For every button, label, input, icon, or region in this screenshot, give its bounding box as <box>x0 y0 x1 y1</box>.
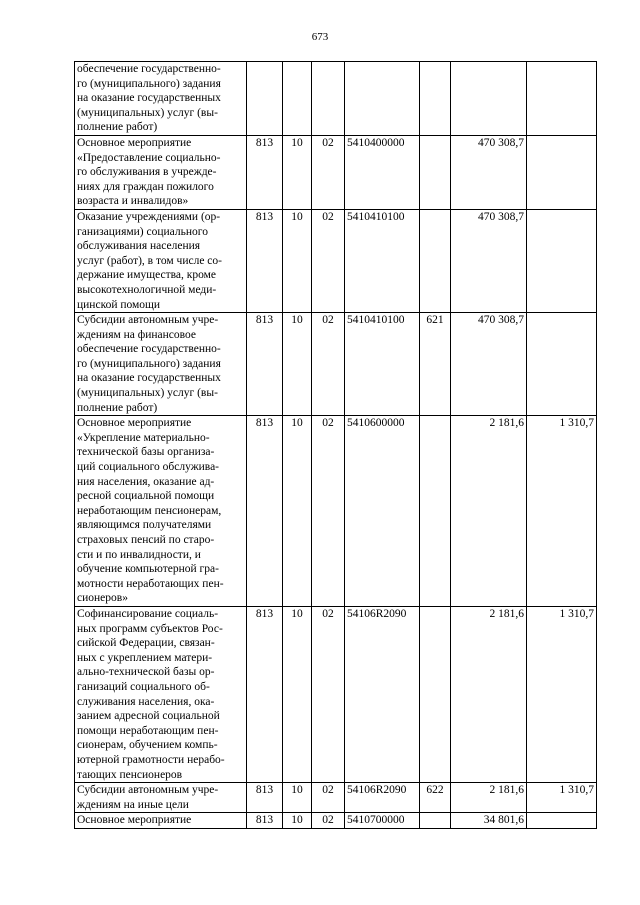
item-name-line: технической базы организа- <box>77 446 215 459</box>
amount-year1-cell: 470 308,7 <box>451 313 527 416</box>
amount-year1-cell: 2 181,6 <box>451 606 527 782</box>
expense-type-cell <box>420 62 451 136</box>
amount-year2-cell: 1 310,7 <box>527 783 597 813</box>
target-article-cell: 5410400000 <box>345 135 420 209</box>
target-article-cell: 5410600000 <box>345 416 420 607</box>
item-name-line: ждениям на финансовое <box>77 328 197 341</box>
expense-type-cell <box>420 135 451 209</box>
item-name-line: Основное мероприятие <box>77 814 192 827</box>
amount-year2-cell <box>527 209 597 312</box>
item-name-line: (муниципальных) услуг (вы- <box>77 387 218 400</box>
item-name-line: цинской помощи <box>77 298 161 311</box>
subsection-code-cell <box>312 62 345 136</box>
ministry-code-cell: 813 <box>247 135 283 209</box>
amount-year2-cell <box>527 313 597 416</box>
item-name-cell <box>75 209 247 312</box>
item-name-line: служивания населения, ока- <box>77 695 215 708</box>
item-name-line: ганизациями) социального <box>77 225 208 238</box>
amount-year2-cell: 1 310,7 <box>527 606 597 782</box>
item-name-line: неработающим пенсионерам, <box>77 504 222 517</box>
expense-type-cell <box>420 606 451 782</box>
target-article-cell: 54106R2090 <box>345 783 420 813</box>
section-code-cell: 10 <box>283 416 312 607</box>
expense-type-cell <box>420 813 451 829</box>
item-name-line: Субсидии автономным учре- <box>77 784 219 797</box>
table-row <box>75 813 597 829</box>
expense-type-cell <box>420 209 451 312</box>
budget-table <box>74 61 597 829</box>
expense-type-cell: 621 <box>420 313 451 416</box>
item-name-line: услуг (работ), в том числе со- <box>77 254 222 267</box>
table-row <box>75 783 597 813</box>
section-code-cell: 10 <box>283 783 312 813</box>
item-name-line: ганизаций социального об- <box>77 680 210 693</box>
amount-year2-cell <box>527 813 597 829</box>
expense-type-cell: 622 <box>420 783 451 813</box>
section-code-cell: 10 <box>283 135 312 209</box>
amount-year2-cell: 1 310,7 <box>527 416 597 607</box>
item-name-line: го обслуживания в учрежде- <box>77 166 217 179</box>
item-name-line: сийской Федерации, связан- <box>77 637 215 650</box>
table-row <box>75 62 597 136</box>
item-name-line: мотности неработающих пен- <box>77 577 224 590</box>
item-name-cell <box>75 813 247 829</box>
table-row <box>75 135 597 209</box>
subsection-code-cell: 02 <box>312 313 345 416</box>
amount-year2-cell <box>527 62 597 136</box>
item-name-line: Основное мероприятие <box>77 417 192 430</box>
item-name-line: ютерной грамотности нерабо- <box>77 753 225 766</box>
section-code-cell: 10 <box>283 209 312 312</box>
item-name-cell <box>75 62 247 136</box>
item-name-line: сти и по инвалидности, и <box>77 548 201 561</box>
item-name-line: ных программ субъектов Рос- <box>77 622 223 635</box>
ministry-code-cell: 813 <box>247 209 283 312</box>
ministry-code-cell: 813 <box>247 606 283 782</box>
target-article-cell: 5410410100 <box>345 209 420 312</box>
item-name-line: Оказание учреждениями (ор- <box>77 210 221 223</box>
subsection-code-cell: 02 <box>312 783 345 813</box>
item-name-line: обслуживания населения <box>77 240 201 253</box>
item-name-line: сионеров» <box>77 592 128 605</box>
target-article-cell: 54106R2090 <box>345 606 420 782</box>
expense-type-cell <box>420 416 451 607</box>
item-name-line: занием адресной социальной <box>77 710 220 723</box>
item-name-line: ресной социальной помощи <box>77 490 215 503</box>
item-name-line: Субсидии автономным учре- <box>77 314 219 327</box>
section-code-cell: 10 <box>283 606 312 782</box>
item-name-cell <box>75 313 247 416</box>
item-name-line: помощи неработающим пен- <box>77 724 219 737</box>
item-name-line: на оказание государственных <box>77 92 221 105</box>
ministry-code-cell: 813 <box>247 313 283 416</box>
amount-year1-cell <box>451 62 527 136</box>
item-name-line: Софинансирование социаль- <box>77 607 219 620</box>
item-name-line: обеспечение государственно- <box>77 343 221 356</box>
section-code-cell: 10 <box>283 313 312 416</box>
subsection-code-cell: 02 <box>312 606 345 782</box>
page-number: 673 <box>311 31 329 43</box>
item-name-line: высокотехнологичной меди- <box>77 283 217 296</box>
amount-year2-cell <box>527 135 597 209</box>
table-row <box>75 416 597 607</box>
item-name-line: ждениям на иные цели <box>77 798 189 811</box>
target-article-cell: 5410410100 <box>345 313 420 416</box>
item-name-line: ций социального обслужива- <box>77 461 220 474</box>
ministry-code-cell: 813 <box>247 416 283 607</box>
ministry-code-cell <box>247 62 283 136</box>
ministry-code-cell: 813 <box>247 813 283 829</box>
ministry-code-cell: 813 <box>247 783 283 813</box>
item-name-line: тающих пенсионеров <box>77 768 183 781</box>
section-code-cell: 10 <box>283 813 312 829</box>
item-name-line: обеспечение государственно- <box>77 63 221 75</box>
item-name-cell <box>75 416 247 607</box>
item-name-line: сионерам, обучением компь- <box>77 739 218 752</box>
target-article-cell: 5410700000 <box>345 813 420 829</box>
table-row <box>75 313 597 416</box>
subsection-code-cell: 02 <box>312 813 345 829</box>
amount-year1-cell: 470 308,7 <box>451 209 527 312</box>
amount-year1-cell: 2 181,6 <box>451 783 527 813</box>
item-name-line: ально-технической базы ор- <box>77 666 215 679</box>
item-name-line: го (муниципального) задания <box>77 357 221 370</box>
item-name-line: полнение работ) <box>77 121 158 134</box>
table-row <box>75 209 597 312</box>
item-name-line: «Предоставление социально- <box>77 151 221 164</box>
item-name-line: (муниципальных) услуг (вы- <box>77 106 218 119</box>
amount-year1-cell: 2 181,6 <box>451 416 527 607</box>
subsection-code-cell: 02 <box>312 416 345 607</box>
table-body <box>75 62 597 829</box>
target-article-cell <box>345 62 420 136</box>
item-name-line: полнение работ) <box>77 401 158 414</box>
item-name-line: Основное мероприятие <box>77 136 192 149</box>
item-name-line: на оказание государственных <box>77 372 221 385</box>
item-name-line: возраста и инвалидов» <box>77 195 189 208</box>
item-name-line: го (муниципального) задания <box>77 77 221 90</box>
amount-year1-cell: 34 801,6 <box>451 813 527 829</box>
item-name-line: страховых пенсий по старо- <box>77 534 215 546</box>
item-name-line: ниях для граждан пожилого <box>77 180 214 193</box>
amount-year1-cell: 470 308,7 <box>451 135 527 209</box>
item-name-cell <box>75 606 247 782</box>
item-name-line: являющимся получателями <box>77 519 212 532</box>
item-name-line: «Укрепление материально- <box>77 431 210 444</box>
table-row <box>75 606 597 782</box>
item-name-line: держание имущества, кроме <box>77 269 216 282</box>
item-name-cell <box>75 783 247 813</box>
item-name-line: ных с укреплением матери- <box>77 651 213 664</box>
item-name-line: обучение компьютерной гра- <box>77 563 219 576</box>
item-name-cell <box>75 135 247 209</box>
subsection-code-cell: 02 <box>312 135 345 209</box>
subsection-code-cell: 02 <box>312 209 345 312</box>
item-name-line: ния населения, оказание ад- <box>77 475 215 488</box>
section-code-cell <box>283 62 312 136</box>
